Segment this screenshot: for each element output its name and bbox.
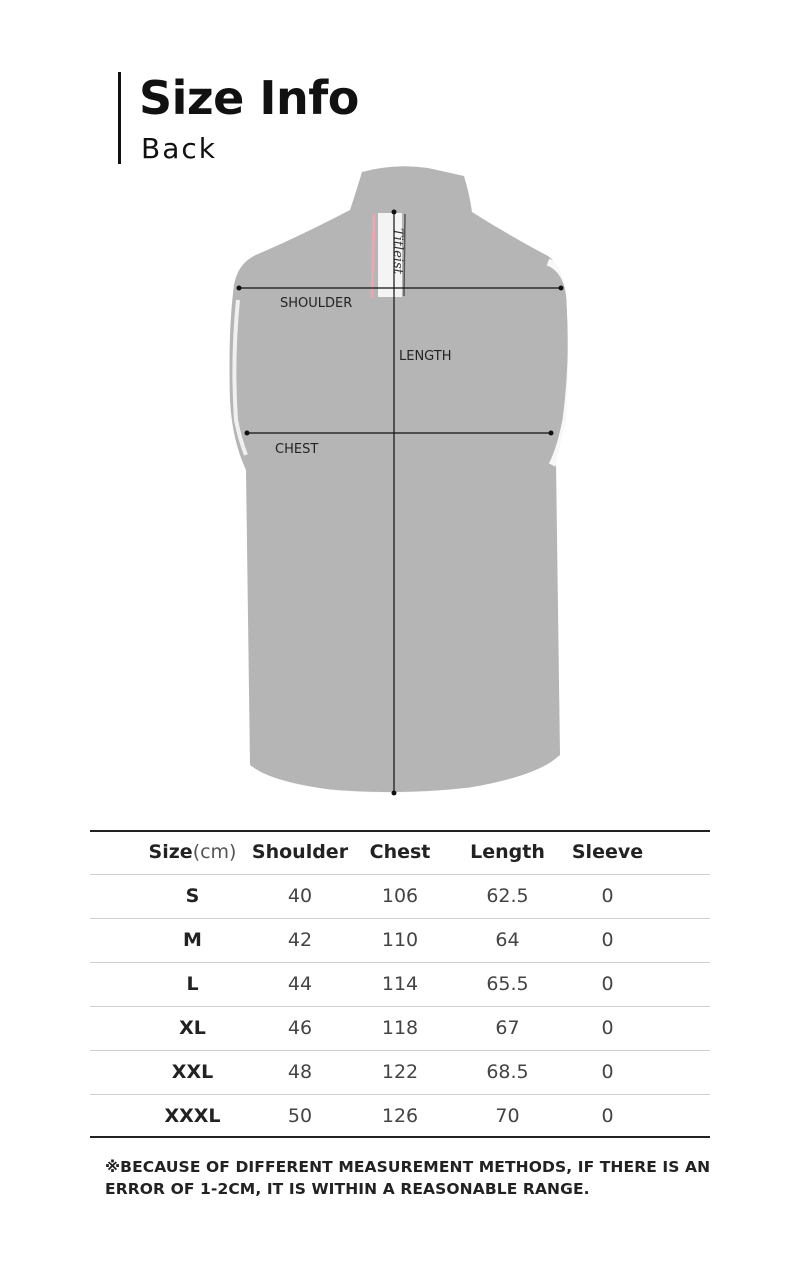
cell-shoulder: 50 <box>287 1105 313 1127</box>
cell-size: S <box>185 885 200 907</box>
table-row <box>90 1006 710 1051</box>
cell-sleeve: 0 <box>601 1061 614 1083</box>
header-sleeve: Sleeve <box>571 841 644 863</box>
cell-shoulder: 48 <box>287 1061 313 1083</box>
cell-chest: 118 <box>381 1017 419 1039</box>
cell-chest: 122 <box>381 1061 419 1083</box>
cell-chest: 106 <box>381 885 419 907</box>
cell-shoulder: 44 <box>287 973 313 995</box>
length-bottom-dot <box>392 791 397 796</box>
table-row <box>90 874 710 919</box>
cell-sleeve: 0 <box>601 885 614 907</box>
cell-length: 67 <box>495 1017 520 1039</box>
chest-left-dot <box>245 431 250 436</box>
table-header-row <box>90 830 710 875</box>
header-chest: Chest <box>369 841 431 863</box>
header-length: Length <box>470 841 545 863</box>
table-bottom-rule <box>90 1136 710 1138</box>
chest-right-dot <box>549 431 554 436</box>
cell-chest: 110 <box>381 929 419 951</box>
cell-length: 68.5 <box>486 1061 529 1083</box>
shoulder-label: SHOULDER <box>280 296 353 311</box>
header-shoulder: Shoulder <box>251 841 349 863</box>
cell-length: 64 <box>495 929 520 951</box>
cell-size: XL <box>179 1017 206 1039</box>
table-row <box>90 918 710 963</box>
cell-sleeve: 0 <box>601 1017 614 1039</box>
length-top-dot <box>392 210 397 215</box>
cell-shoulder: 40 <box>287 885 313 907</box>
cell-chest: 114 <box>381 973 419 995</box>
table-row <box>90 1094 710 1138</box>
chest-label: CHEST <box>275 442 319 457</box>
cell-length: 70 <box>495 1105 520 1127</box>
collar-stripe-pink <box>372 214 374 298</box>
measurement-note: ※BECAUSE OF DIFFERENT MEASUREMENT METHODS, IF THERE IS AN ERROR OF 1-2CM, IT IS WITHIN A REASONABLE RANGE. <box>105 1158 711 1198</box>
shoulder-right-dot <box>559 286 564 291</box>
length-label: LENGTH <box>399 349 452 364</box>
cell-size: XXL <box>171 1061 214 1083</box>
cell-sleeve: 0 <box>601 929 614 951</box>
collar-logo-script: Titleist <box>390 228 405 274</box>
cell-size: M <box>183 929 202 951</box>
cell-sleeve: 0 <box>601 973 614 995</box>
header-size: Size(cm) <box>148 841 237 863</box>
cell-size: XXXL <box>164 1105 221 1127</box>
cell-shoulder: 42 <box>287 929 313 951</box>
table-row <box>90 1050 710 1095</box>
header-unit: (cm) <box>192 841 237 863</box>
shoulder-left-dot <box>237 286 242 291</box>
cell-size: L <box>186 973 199 995</box>
cell-length: 65.5 <box>486 973 529 995</box>
cell-sleeve: 0 <box>601 1105 614 1127</box>
cell-shoulder: 46 <box>287 1017 313 1039</box>
page-title: Size Info <box>139 71 359 125</box>
cell-length: 62.5 <box>486 885 529 907</box>
page-subtitle: Back <box>141 132 217 165</box>
table-row <box>90 962 710 1007</box>
cell-chest: 126 <box>381 1105 419 1127</box>
